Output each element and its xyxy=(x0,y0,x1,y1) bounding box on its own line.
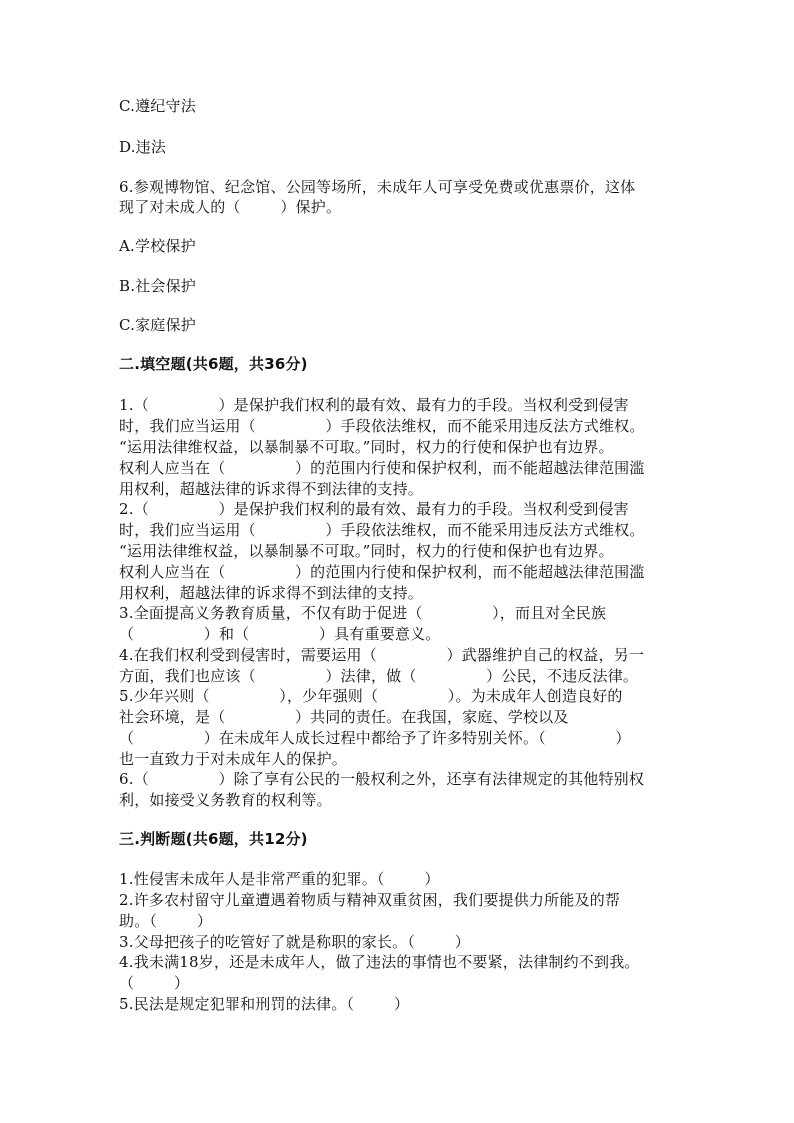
fill-q2-line3: “运用法律维权益，以暴制暴不可取。”同时，权力的行使和保护也有边界。 xyxy=(119,542,614,560)
judge-q5: 5.民法是规定犯罪和刑罚的法律。（ ） xyxy=(119,995,410,1013)
fill-q2-line2: 时，我们应当运用（ ）手段依法维权，而不能采用违反法方式维权。 xyxy=(119,521,645,539)
judge-q2-line1: 2.许多农村留守儿童遭遇着物质与精神双重贫困，我们要提供力所能及的帮 xyxy=(119,891,621,909)
section-3-title: 三.判断题(共6题，共12分) xyxy=(119,830,308,848)
option-d-q5: D.违法 xyxy=(119,138,167,156)
fill-q6-line1: 6.（ ）除了享有公民的一般权利之外，还享有法律规定的其他特别权 xyxy=(119,770,645,788)
judge-q4-line1: 4.我未满18岁，还是未成年人，做了违法的事情也不要紧，法律制约不到我。 xyxy=(119,953,640,971)
question-6-stem-line1: 6.参观博物馆、纪念馆、公园等场所，未成年人可享受免费或优惠票价，这体 xyxy=(119,178,636,196)
judge-q2-line2: 助。（ ） xyxy=(119,912,213,930)
section-2-title: 二.填空题(共6题，共36分) xyxy=(119,355,308,373)
fill-q3-line2: （ ）和（ ）具有重要意义。 xyxy=(119,625,441,643)
judge-q3: 3.父母把孩子的吃管好了就是称职的家长。（ ） xyxy=(119,933,470,951)
fill-q6-line2: 利，如接受义务教育的权利等。 xyxy=(119,791,332,809)
fill-q5-line3: （ ）在未成年人成长过程中都给予了许多特别关怀。（ ） xyxy=(119,729,631,747)
fill-q5-line2: 社会环境，是（ ）共同的责任。在我国，家庭、学校以及 xyxy=(119,708,569,726)
fill-q4-line1: 4.在我们权利受到侵害时，需要运用（ ）武器维护自己的权益，另一 xyxy=(119,646,645,664)
fill-q4-line2: 方面，我们也应该（ ）法律，做（ ）公民，不违反法律。 xyxy=(119,667,639,685)
fill-q3-line1: 3.全面提高义务教育质量，不仅有助于促进（ ），而且对全民族 xyxy=(119,604,607,622)
question-6-stem-line2: 现了对未成人的（ ）保护。 xyxy=(119,198,342,216)
option-c-q5: C.遵纪守法 xyxy=(119,97,196,115)
fill-q1-line2: 时，我们应当运用（ ）手段依法维权，而不能采用违反法方式维权。 xyxy=(119,417,645,435)
judge-q4-line2: （ ） xyxy=(119,974,190,992)
fill-q1-line3: “运用法律维权益，以暴制暴不可取。”同时，权力的行使和保护也有边界。 xyxy=(119,438,614,456)
fill-q5-line4: 也一直致力于对未成年人的保护。 xyxy=(119,750,348,768)
fill-q5-line1: 5.少年兴则（ ），少年强则（ ）。为未成年人创造良好的 xyxy=(119,687,623,705)
fill-q2-line4: 权利人应当在（ ）的范围内行使和保护权利，而不能超越法律范围滥 xyxy=(119,563,645,581)
judge-q1: 1.性侵害未成年人是非常严重的犯罪。（ ） xyxy=(119,870,440,888)
fill-q1-line4: 权利人应当在（ ）的范围内行使和保护权利，而不能超越法律范围滥 xyxy=(119,459,645,477)
option-a-q6: A.学校保护 xyxy=(119,237,196,255)
fill-q2-line1: 2.（ ）是保护我们权利的最有效、最有力的手段。当权利受到侵害 xyxy=(119,500,629,518)
fill-q1-line5: 用权利，超越法律的诉求得不到法律的支持。 xyxy=(119,480,424,498)
fill-q1-line1: 1.（ ）是保护我们权利的最有效、最有力的手段。当权利受到侵害 xyxy=(119,396,629,414)
option-c-q6: C.家庭保护 xyxy=(119,316,196,334)
fill-q2-line5: 用权利，超越法律的诉求得不到法律的支持。 xyxy=(119,584,424,602)
option-b-q6: B.社会保护 xyxy=(119,277,196,295)
